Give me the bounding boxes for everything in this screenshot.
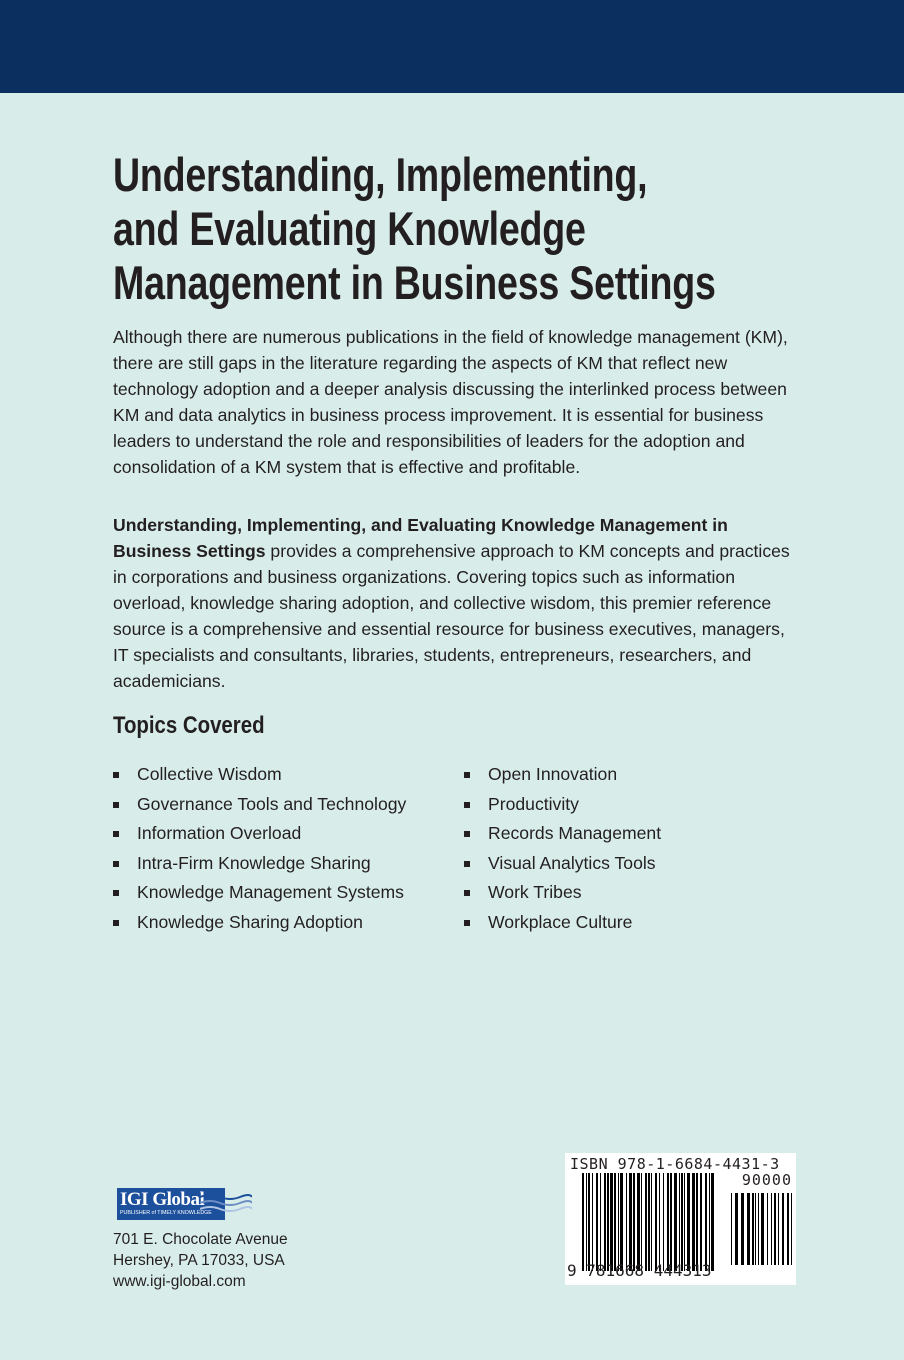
- bullet-icon: [464, 861, 470, 867]
- barcode-bar: [600, 1173, 601, 1271]
- book-title: [113, 148, 833, 310]
- barcode-bar: [687, 1173, 690, 1271]
- topic-label: Work Tribes: [488, 882, 582, 902]
- barcode-bar: [620, 1173, 623, 1271]
- summary-book-title: Understanding, Implementing, and Evaluating Knowledge Management in Business Settings: [113, 515, 728, 561]
- bullet-icon: [113, 831, 119, 837]
- barcode-bar: [771, 1193, 772, 1265]
- barcode-bar: [586, 1173, 587, 1271]
- barcode-bar: [711, 1173, 714, 1271]
- topic-label: Knowledge Management Systems: [137, 882, 404, 902]
- barcode-bar: [709, 1173, 710, 1271]
- bullet-icon: [113, 861, 119, 867]
- barcode-bar: [610, 1173, 613, 1271]
- isbn-barcode: [565, 1153, 796, 1285]
- bullet-icon: [464, 890, 470, 896]
- barcode-bar: [641, 1173, 642, 1271]
- barcode-bar: [633, 1173, 635, 1271]
- barcode-bar: [655, 1173, 657, 1271]
- barcode-bar: [767, 1193, 768, 1265]
- topics-heading: Topics Covered: [113, 712, 265, 739]
- barcode-bar: [791, 1193, 792, 1265]
- barcode-bar: [592, 1173, 593, 1271]
- barcode-bar: [670, 1173, 672, 1271]
- bullet-icon: [464, 802, 470, 808]
- barcode-bar: [782, 1193, 784, 1265]
- summary-text: provides a comprehensive approach to KM concepts and practices in corporations and business organizations. Covering topics such as information overload, knowledge sharing adoption, and collective wisdom, this premier reference source is a comprehensive and essential resource for business executives, managers, IT specialists and consultants, libraries, students, entrepreneurs, researchers, and academicians.: [113, 541, 790, 691]
- barcode-bar: [582, 1173, 584, 1271]
- barcode-bar: [741, 1193, 744, 1265]
- topic-item: [113, 819, 406, 849]
- barcode-bar: [787, 1193, 789, 1265]
- topic-item: [113, 849, 406, 879]
- barcode-bar: [696, 1173, 698, 1271]
- topic-label: Visual Analytics Tools: [488, 852, 656, 873]
- topic-label: Intra-Firm Knowledge Sharing: [137, 852, 371, 873]
- topic-item: [464, 849, 661, 879]
- barcode-bar: [758, 1193, 759, 1265]
- topic-item: [464, 908, 661, 938]
- barcode-bar: [674, 1173, 677, 1271]
- topic-item: [464, 790, 661, 820]
- barcode-bar: [648, 1173, 650, 1271]
- barcode-bar: [629, 1173, 632, 1271]
- top-color-band: [0, 0, 904, 93]
- barcode-number: 9 781668 444313: [567, 1261, 712, 1280]
- topic-item: [113, 760, 406, 790]
- description-paragraph: Although there are numerous publications in the field of knowledge management (KM), there are still gaps in the literature regarding the aspects of KM that reflect new technology adoption and a deeper analysis discussing the interlinked process between KM and data analytics in business process improvement. It is essential for business leaders to understand the role and responsibilities of leaders for the adoption and consolidation of a KM system that is effective and profitable.: [113, 327, 788, 477]
- topic-label: Governance Tools and Technology: [137, 793, 407, 814]
- barcode-bar: [596, 1173, 598, 1271]
- barcode-bar: [607, 1173, 609, 1271]
- isbn-text: ISBN 978-1-6684-4431-3: [570, 1155, 780, 1173]
- website-link: www.igi-global.com: [113, 1273, 246, 1290]
- bullet-icon: [464, 920, 470, 926]
- barcode-bar: [659, 1173, 660, 1271]
- price-code: 90000: [741, 1171, 792, 1189]
- barcode-bar: [681, 1173, 683, 1271]
- topics-list-left: [113, 760, 406, 937]
- topic-label: Knowledge Sharing Adoption: [137, 911, 363, 932]
- barcode-bar: [705, 1173, 707, 1271]
- barcode-bar: [679, 1173, 680, 1271]
- topic-label: Open Innovation: [488, 764, 618, 784]
- barcode-bar: [618, 1173, 619, 1271]
- logo-tagline: PUBLISHER of TIMELY KNOWLEDGE: [120, 1210, 212, 1216]
- barcode-bar: [614, 1173, 616, 1271]
- barcode-bar: [626, 1173, 627, 1271]
- topics-list-right: [464, 760, 661, 937]
- summary-paragraph: [113, 512, 793, 694]
- topic-label: Productivity: [488, 793, 579, 814]
- topic-item: [464, 760, 661, 790]
- topic-item: [113, 878, 406, 908]
- barcode-bar: [761, 1193, 764, 1265]
- barcode-bar: [692, 1173, 695, 1271]
- barcode-bar: [747, 1193, 750, 1265]
- barcode-bar: [588, 1173, 590, 1271]
- barcode-bar: [735, 1193, 738, 1265]
- title-line: Understanding, Implementing,: [113, 148, 648, 201]
- barcode-bar: [663, 1173, 664, 1271]
- barcode-bar: [684, 1173, 685, 1271]
- publisher-address: [113, 1229, 288, 1292]
- bullet-icon: [113, 802, 119, 808]
- barcode-bar: [637, 1173, 640, 1271]
- topic-item: [464, 819, 661, 849]
- topic-label: Collective Wisdom: [137, 764, 282, 784]
- bullet-icon: [113, 890, 119, 896]
- bullet-icon: [113, 772, 119, 778]
- barcode-bar: [645, 1173, 647, 1271]
- address-line: Hershey, PA 17033, USA: [113, 1252, 285, 1269]
- topic-label: Information Overload: [137, 823, 302, 843]
- barcode-bar: [651, 1173, 652, 1271]
- barcode-bar: [604, 1173, 606, 1271]
- topic-label: Records Management: [488, 823, 662, 843]
- title-line: and Evaluating Knowledge: [113, 202, 586, 255]
- logo-waves-icon: [200, 1193, 252, 1215]
- bullet-icon: [113, 920, 119, 926]
- logo-name: IGI Global: [120, 1189, 205, 1210]
- barcode-bar: [667, 1173, 669, 1271]
- address-line: 701 E. Chocolate Avenue: [113, 1231, 288, 1248]
- topic-item: [113, 790, 406, 820]
- barcode-bar: [731, 1193, 732, 1265]
- topic-label: Workplace Culture: [488, 911, 633, 932]
- barcode-bar: [752, 1193, 754, 1265]
- topic-item: [113, 908, 406, 938]
- bullet-icon: [464, 831, 470, 837]
- barcode-bar: [778, 1193, 779, 1265]
- barcode-bar: [755, 1193, 756, 1265]
- title-line: Management in Business Settings: [113, 256, 716, 309]
- bullet-icon: [464, 772, 470, 778]
- topic-item: [464, 878, 661, 908]
- barcode-bar: [774, 1193, 776, 1265]
- barcode-bar: [700, 1173, 702, 1271]
